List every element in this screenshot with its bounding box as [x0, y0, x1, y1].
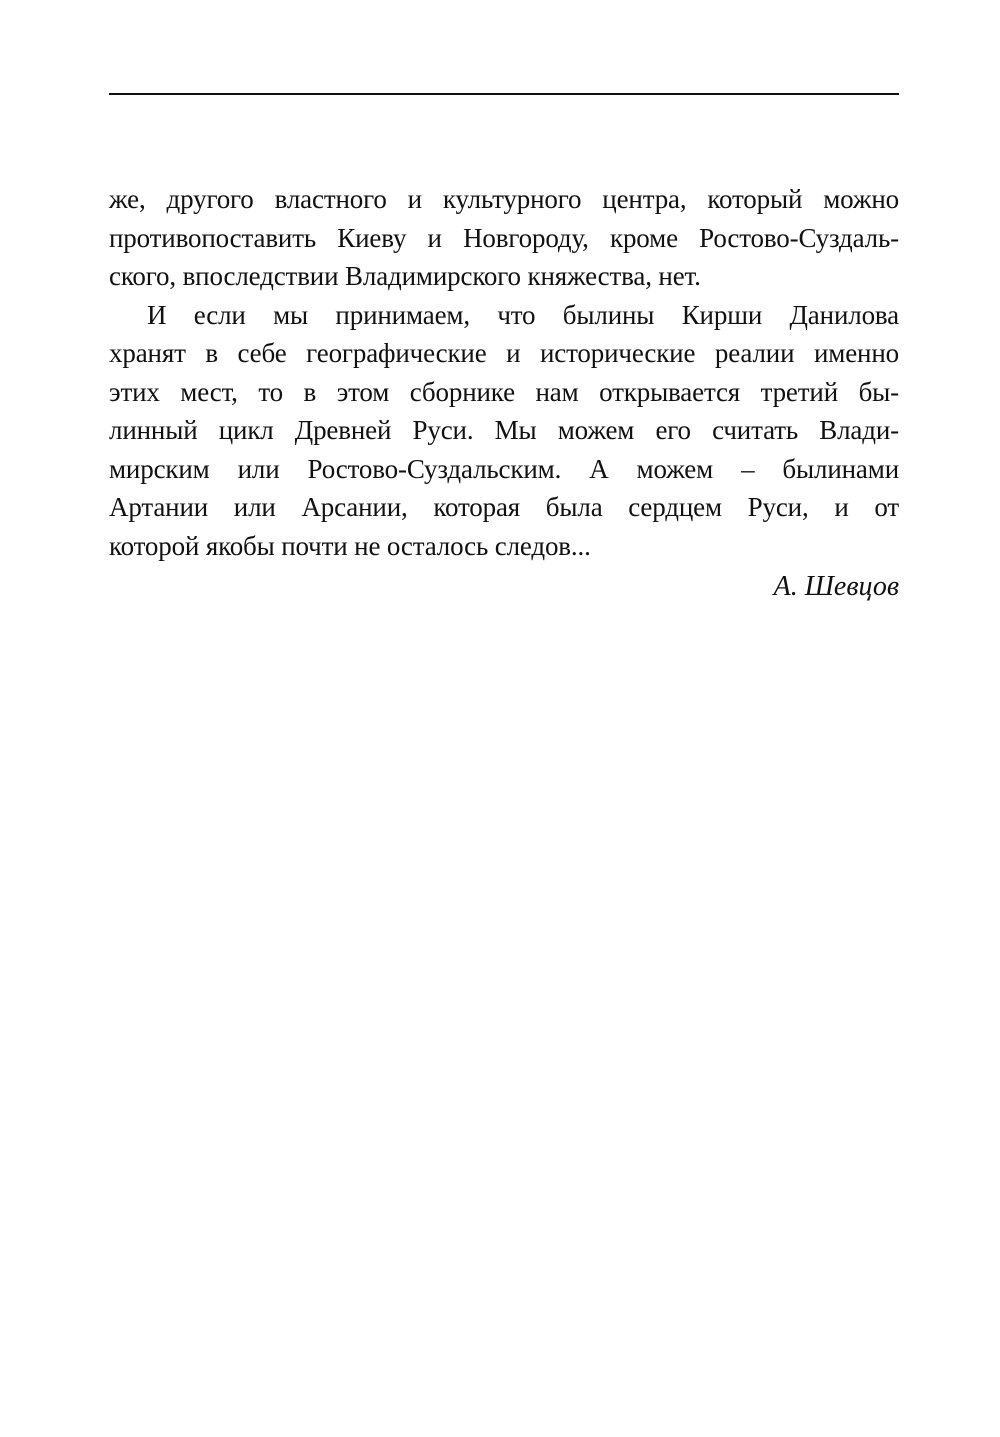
text-line: мирским или Ростово-Суздальским. А можем – былинами	[109, 453, 899, 484]
text-line: линный цикл Древней Руси. Мы можем его считать Влади-	[109, 415, 899, 445]
paragraph-2	[109, 296, 899, 566]
text-line: этих мест, то в этом сборнике нам открывается третий бы-	[109, 376, 899, 407]
text-line: ского, впоследствии Владимирского княжества, нет.	[109, 261, 701, 291]
text-line: И если мы принимаем, что былины Кирши Данилова	[147, 299, 899, 330]
text-line: хранят в себе географические и исторические реалии именно	[109, 338, 899, 368]
text-line: противопоставить Киеву и Новгороду, кроме Ростово-Суздаль-	[109, 222, 899, 253]
text-line: Артании или Арсании, которая была сердцем Руси, и от	[109, 492, 899, 522]
text-line: же, другого властного и культурного центра, который можно	[109, 184, 899, 214]
body-text	[109, 180, 899, 565]
text-line: которой якобы почти не осталось следов...	[109, 530, 591, 561]
top-rule	[109, 93, 899, 95]
paragraph-1	[109, 180, 899, 296]
author-signature: А. Шевцов	[773, 571, 899, 602]
